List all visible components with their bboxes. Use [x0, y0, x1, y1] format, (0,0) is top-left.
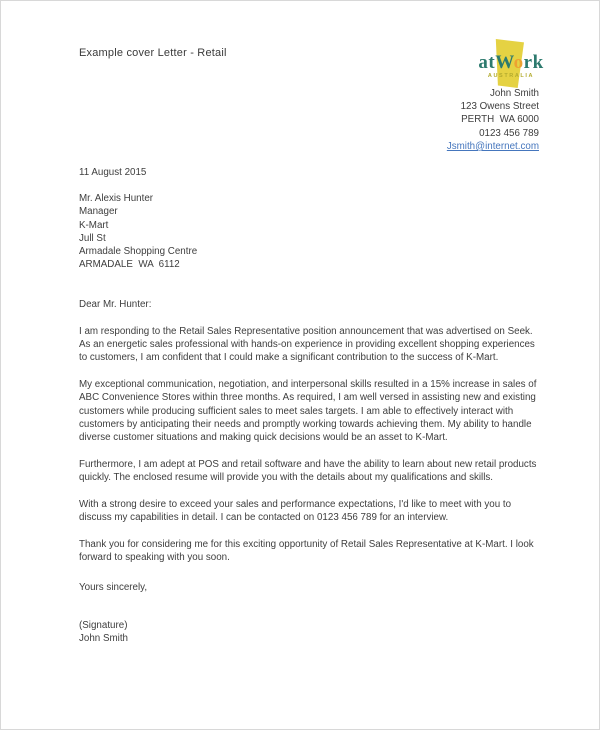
logo-text-at: at [478, 52, 496, 73]
logo-text-rk: rk [523, 52, 544, 73]
body-paragraph-3: Furthermore, I am adept at POS and retail software and have the ability to learn about new retail products quickly. The enclosed resume will provide you with the details about my qualifications and skills. [79, 458, 537, 484]
body-paragraph-2: My exceptional communication, negotiation, and interpersonal skills resulted in a 15% increase in sales of ABC Convenience Stores within three months. As required, I am well versed in assisting new and existing customers while producing sufficient sales to meet sales targets. I am able to effectively interact with customers by anticipating their needs and promptly working towards achieving them. My ability to handle diverse customer situations and making quick decisions would be an asset to K-Mart. [79, 378, 537, 444]
sender-city-line: PERTH WA 6000 [461, 114, 539, 126]
salutation: Dear Mr. Hunter: [79, 299, 152, 311]
signature-name: John Smith [79, 632, 129, 644]
logo-subtext: AUSTRALIA [487, 73, 535, 79]
sender-street: 123 Owens Street [460, 101, 539, 113]
recipient-company: K-Mart [79, 219, 109, 231]
recipient-name: Mr. Alexis Hunter [79, 193, 154, 205]
letter-date: 11 August 2015 [79, 167, 147, 179]
signature-placeholder: (Signature) [79, 619, 128, 631]
body-paragraph-4: With a strong desire to exceed your sales and performance expectations, I'd like to meet with you to discuss my capabilities in detail. I can be contacted on 0123 456 789 for an interview. [79, 498, 512, 524]
body-paragraph-1: I am responding to the Retail Sales Representative position announcement that was advertised on Seek. As an energetic sales professional with hands-on experience in providing excellent shopping experiences to customers, I am confident that I could make a significant contribution to the success of K-Mart. [79, 325, 535, 364]
sender-phone: 0123 456 789 [479, 127, 539, 139]
logo-text-w: W [495, 52, 514, 73]
document-title: Example cover Letter - Retail [79, 47, 227, 59]
logo-text-o: o [513, 52, 524, 73]
body-paragraph-5: Thank you for considering me for this exciting opportunity of Retail Sales Representative at K-Mart. I look forward to speaking with you soon. [79, 538, 534, 563]
atwork-logo [461, 34, 561, 94]
recipient-title: Manager [79, 206, 118, 218]
recipient-city-line: ARMADALE WA 6112 [79, 259, 180, 271]
logo-wordmark [461, 53, 561, 72]
signature-block [79, 619, 539, 645]
recipient-address-block [79, 192, 539, 271]
sender-contact-block [79, 87, 539, 153]
sender-email-link[interactable]: Jsmith@internet.com [446, 140, 539, 152]
sender-name: John Smith [489, 88, 539, 99]
valediction: Yours sincerely, [79, 582, 148, 594]
recipient-centre: Armadale Shopping Centre [79, 246, 198, 258]
recipient-street: Jull St [79, 232, 106, 244]
